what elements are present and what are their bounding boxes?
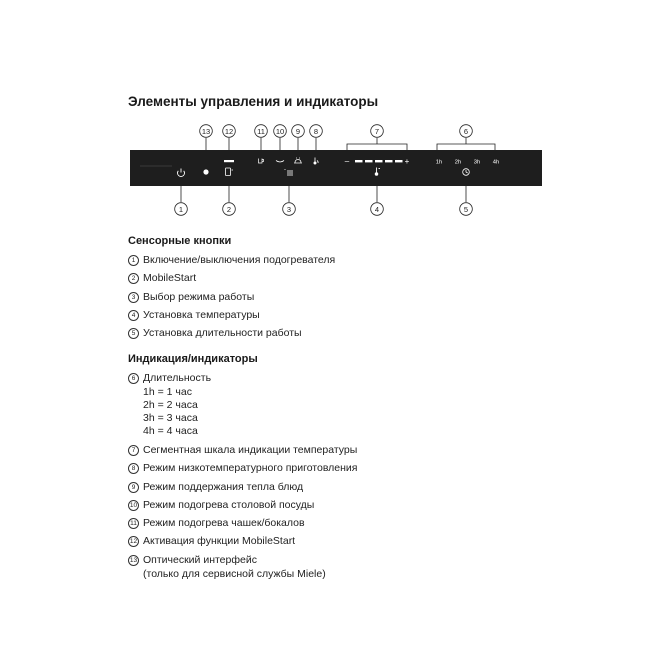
temperature-segments (355, 160, 403, 162)
item-number: 3 (128, 292, 139, 303)
callout-11-label: 11 (257, 126, 265, 136)
indicator-item-11 (128, 517, 305, 529)
indicator-item-10 (128, 499, 314, 511)
indicators-heading: Индикация/индикаторы (128, 353, 258, 365)
item-number: 11 (128, 518, 139, 529)
item-text: Установка температуры (143, 309, 260, 321)
duration-label-2h: 2h (454, 159, 462, 166)
item-number: 8 (128, 463, 139, 474)
touch-item-5 (128, 327, 302, 339)
optical-interface-dot (203, 169, 208, 174)
item-number: 6 (128, 373, 139, 384)
item-text: Длительность (143, 372, 212, 384)
optical-note: (только для сервисной службы Miele) (143, 568, 326, 580)
indicator-item-12 (128, 535, 295, 547)
item-number: 2 (128, 273, 139, 284)
page-title: Элементы управления и индикаторы (128, 94, 379, 109)
item-text: MobileStart (143, 272, 197, 284)
item-text: Режим подогрева столовой посуды (143, 499, 315, 511)
callout-6-label: 6 (463, 126, 469, 136)
item-number: 1 (128, 255, 139, 266)
indicator-item-8 (128, 462, 358, 474)
indicator-item-6 (128, 372, 211, 384)
panel-body (130, 150, 542, 186)
item-number: 10 (129, 501, 138, 509)
item-text: Оптический интерфейс (143, 554, 257, 566)
duration-line-1h: 1h = 1 час (143, 386, 192, 398)
item-number: 4 (128, 310, 139, 321)
item-text: Режим низкотемпературного приготовления (143, 462, 358, 474)
duration-line-3h: 3h = 3 часа (143, 412, 198, 424)
callout-7-label: 7 (374, 126, 380, 136)
mobilestart-indicator-icon (224, 160, 234, 162)
temp-minus-label: – (344, 156, 350, 166)
duration-label-3h: 3h (473, 159, 481, 166)
touch-item-3 (128, 291, 254, 303)
indicator-item-7 (128, 444, 357, 456)
indicator-item-13 (128, 554, 257, 566)
touch-item-1 (128, 254, 335, 266)
item-number: 12 (129, 537, 138, 545)
duration-line-4h: 4h = 4 часа (143, 425, 198, 437)
callout-3-label: 3 (286, 204, 292, 214)
item-text: Режим подогрева чашек/бокалов (143, 517, 305, 529)
callout-2-label: 2 (226, 204, 232, 214)
indicator-item-9 (128, 481, 303, 493)
callout-9-label: 9 (295, 126, 301, 136)
duration-label-1h: 1h (435, 159, 443, 166)
callout-10-label: 10 (275, 126, 285, 136)
touch-item-4 (128, 309, 260, 321)
item-number: 13 (129, 556, 138, 564)
touch-item-2 (128, 272, 196, 284)
item-text: Сегментная шкала индикации температуры (143, 444, 358, 456)
duration-label-4h: 4h (492, 159, 500, 166)
temp-plus-label: + (404, 157, 410, 166)
item-text: Режим поддержания тепла блюд (143, 481, 304, 493)
callout-12-label: 12 (224, 126, 234, 136)
item-text: Активация функции MobileStart (143, 535, 296, 547)
item-number: 5 (128, 328, 139, 339)
item-number: 7 (128, 445, 139, 456)
callout-4-label: 4 (374, 204, 380, 214)
duration-line-2h: 2h = 2 часа (143, 399, 198, 411)
item-text: Выбор режима работы (143, 291, 255, 303)
item-text: Установка длительности работы (143, 327, 302, 339)
callout-1-label: 1 (178, 204, 184, 214)
callout-8-label: 8 (313, 126, 319, 136)
touch-keys-heading: Сенсорные кнопки (128, 235, 232, 247)
item-text: Включение/выключения подогревателя (143, 254, 336, 266)
item-number: 9 (128, 482, 139, 493)
callout-5-label: 5 (463, 204, 469, 214)
callout-13-label: 13 (201, 126, 211, 136)
